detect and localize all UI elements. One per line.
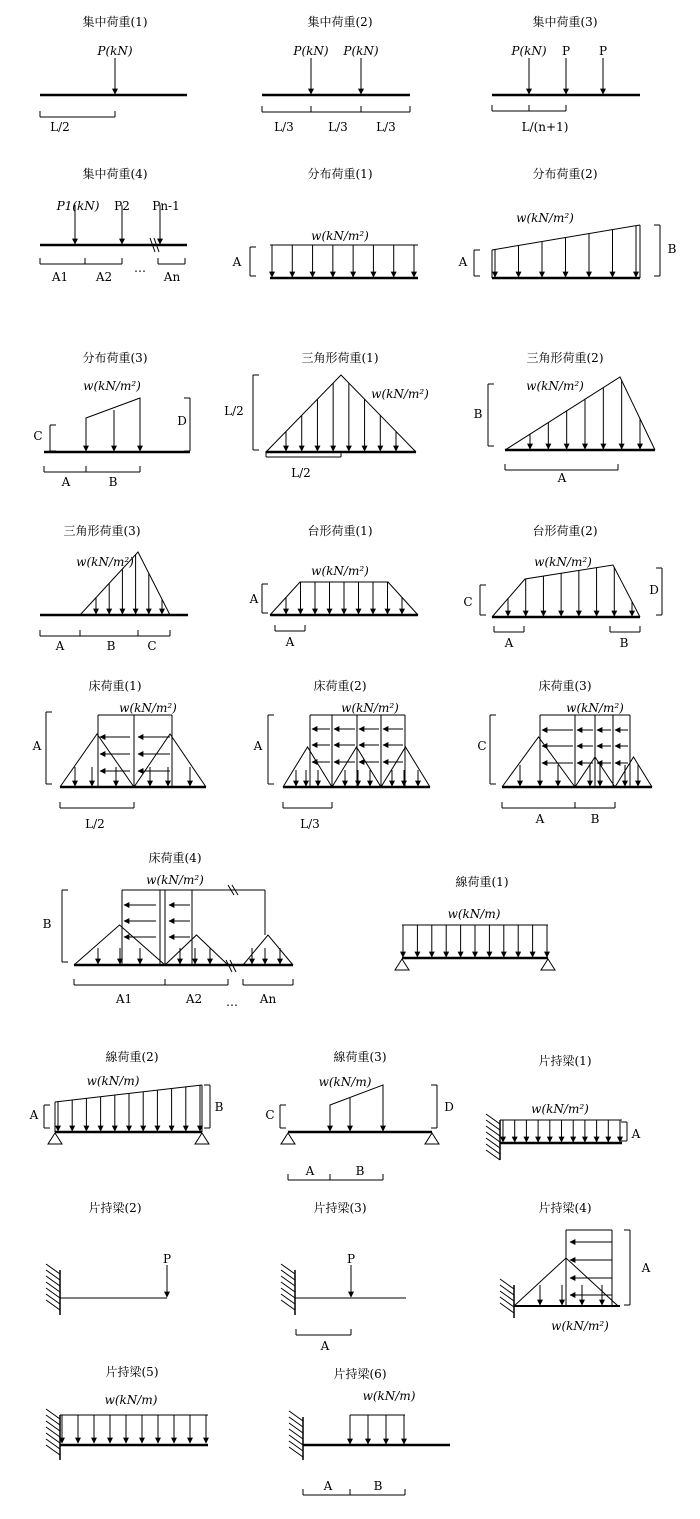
diagram-line-load-1 bbox=[395, 874, 555, 970]
line bbox=[281, 1264, 295, 1274]
diagram-title: 線荷重(2) bbox=[105, 1050, 159, 1064]
diagram-title: 床荷重(2) bbox=[313, 679, 367, 693]
dimension-label: … bbox=[226, 995, 238, 1009]
dimension-label: B bbox=[108, 475, 118, 489]
diagram-floor-load-3 bbox=[477, 678, 652, 826]
line bbox=[46, 1300, 60, 1310]
diagram-title: 台形荷重(1) bbox=[307, 524, 373, 538]
diagram-title: 片持梁(6) bbox=[333, 1367, 387, 1381]
diagram-point-load-3 bbox=[492, 14, 640, 134]
dimension-label: w(kN/m²) bbox=[119, 701, 177, 715]
dimension-label: B bbox=[373, 1479, 383, 1493]
diagram-floor-load-2 bbox=[253, 678, 430, 831]
dimension-label: B bbox=[473, 407, 483, 421]
diagram-title: 片持梁(2) bbox=[88, 1201, 142, 1215]
dimension-label: D bbox=[649, 583, 659, 597]
diagram-cantilever-5 bbox=[46, 1364, 208, 1460]
dimension-label: A bbox=[641, 1261, 651, 1275]
line bbox=[486, 1150, 500, 1160]
diagram-distributed-1 bbox=[232, 166, 418, 278]
diagram-point-load-2 bbox=[262, 14, 410, 134]
diagram-title: 片持梁(3) bbox=[313, 1201, 367, 1215]
diagram-title: 台形荷重(2) bbox=[532, 524, 598, 538]
dimension-label: w(kN/m²) bbox=[534, 555, 592, 569]
line bbox=[289, 1429, 303, 1439]
dimension-label: A2 bbox=[95, 270, 113, 284]
line bbox=[486, 1138, 500, 1148]
load-outline bbox=[243, 935, 293, 965]
dimension-label: A bbox=[320, 1339, 330, 1353]
line bbox=[46, 1409, 60, 1419]
line bbox=[486, 1132, 500, 1142]
diagram-cantilever-3 bbox=[281, 1200, 406, 1353]
dimension-label: A1 bbox=[51, 270, 69, 284]
diagram-distributed-3 bbox=[33, 350, 190, 489]
dimension-label: A bbox=[557, 471, 567, 485]
diagram-point-load-4 bbox=[40, 166, 187, 284]
line bbox=[289, 1423, 303, 1433]
dimension-label: B bbox=[42, 917, 52, 931]
dimension-label: A bbox=[29, 1108, 39, 1122]
pin-support bbox=[195, 1133, 209, 1144]
diagram-cantilever-1 bbox=[486, 1053, 641, 1160]
dimension-label: A bbox=[55, 639, 65, 653]
load-outline bbox=[283, 747, 332, 787]
line bbox=[500, 1297, 514, 1307]
dimension-label: Pn-1 bbox=[152, 199, 180, 213]
dimension-label: B bbox=[667, 242, 677, 256]
dimension-label: w(kN/m) bbox=[318, 1075, 372, 1089]
load-outline bbox=[492, 565, 640, 617]
dimension-label: w(kN/m) bbox=[86, 1074, 140, 1088]
diagram-triangle-2 bbox=[474, 350, 655, 485]
dimension-label: w(kN/m²) bbox=[341, 701, 399, 715]
diagram-cantilever-4 bbox=[500, 1200, 651, 1333]
dimension-label: w(kN/m²) bbox=[566, 701, 624, 715]
dimension-label: L/(n+1) bbox=[521, 120, 569, 134]
line bbox=[486, 1126, 500, 1136]
line bbox=[486, 1120, 500, 1130]
line bbox=[289, 1417, 303, 1427]
dimension-label: A bbox=[32, 739, 42, 753]
dimension-label: L/3 bbox=[376, 120, 396, 134]
line bbox=[281, 1300, 295, 1310]
pin-support bbox=[541, 959, 555, 970]
diagram-title: 線荷重(3) bbox=[333, 1050, 387, 1064]
dimension-label: … bbox=[134, 261, 146, 275]
diagram-trapezoid-2 bbox=[463, 523, 662, 650]
diagram-title: 床荷重(4) bbox=[148, 851, 202, 865]
line bbox=[46, 1415, 60, 1425]
dimension-label: w(kN/m) bbox=[104, 1393, 158, 1407]
line bbox=[46, 1264, 60, 1274]
dimension-label: A bbox=[253, 739, 263, 753]
dimension-label: A bbox=[61, 475, 71, 489]
diagram-title: 集中荷重(2) bbox=[307, 15, 373, 29]
diagram-line-load-2 bbox=[29, 1049, 224, 1144]
dimension-label: A bbox=[323, 1479, 333, 1493]
diagram-title: 集中荷重(3) bbox=[532, 15, 598, 29]
dimension-label: B bbox=[106, 639, 116, 653]
diagram-title: 分布荷重(3) bbox=[82, 351, 148, 365]
dimension-label: D bbox=[444, 1100, 454, 1114]
diagram-point-load-1 bbox=[40, 14, 187, 134]
dimension-label: L/3 bbox=[328, 120, 348, 134]
diagram-title: 床荷重(3) bbox=[538, 679, 592, 693]
line bbox=[500, 1279, 514, 1289]
dimension-label: w(kN/m²) bbox=[83, 379, 141, 393]
dimension-label: P(kN) bbox=[293, 44, 329, 58]
dimension-label: An bbox=[163, 270, 181, 284]
diagram-title: 片持梁(1) bbox=[538, 1054, 592, 1068]
diagram-title: 分布荷重(2) bbox=[532, 167, 598, 181]
line bbox=[46, 1270, 60, 1280]
diagram-triangle-3 bbox=[40, 523, 188, 653]
dimension-label: B bbox=[590, 812, 600, 826]
line bbox=[500, 1291, 514, 1301]
line bbox=[46, 1288, 60, 1298]
diagram-title: 集中荷重(4) bbox=[82, 167, 148, 181]
load-outline bbox=[86, 398, 140, 452]
dimension-label: P bbox=[561, 44, 571, 58]
dimension-label: w(kN/m²) bbox=[76, 555, 134, 569]
diagram-line-load-3 bbox=[265, 1049, 453, 1180]
diagram-title: 片持梁(4) bbox=[538, 1201, 592, 1215]
line bbox=[46, 1427, 60, 1437]
dimension-label: L/2 bbox=[224, 404, 244, 418]
dimension-label: w(kN/m²) bbox=[371, 387, 429, 401]
diagram-cantilever-6 bbox=[289, 1366, 450, 1495]
load-outline bbox=[502, 737, 575, 787]
line bbox=[289, 1435, 303, 1445]
dimension-label: P bbox=[346, 1252, 356, 1266]
dimension-label: P(kN) bbox=[343, 44, 379, 58]
dimension-label: C bbox=[265, 1108, 275, 1122]
dimension-label: w(kN/m²) bbox=[531, 1102, 589, 1116]
dimension-label: L/2 bbox=[50, 120, 70, 134]
dimension-label: B bbox=[214, 1100, 224, 1114]
diagram-title: 三角形荷重(3) bbox=[63, 524, 141, 538]
dimension-label: B bbox=[355, 1164, 365, 1178]
diagram-triangle-1 bbox=[224, 350, 429, 480]
line bbox=[281, 1294, 295, 1304]
dimension-label: L/2 bbox=[85, 817, 105, 831]
pin-support bbox=[48, 1133, 62, 1144]
line bbox=[289, 1411, 303, 1421]
diagram-title: 三角形荷重(2) bbox=[526, 351, 604, 365]
load-outline bbox=[60, 734, 134, 787]
dimension-label: w(kN/m²) bbox=[311, 564, 369, 578]
diagram-title: 三角形荷重(1) bbox=[301, 351, 379, 365]
line bbox=[486, 1144, 500, 1154]
line bbox=[46, 1276, 60, 1286]
dimension-label: w(kN/m) bbox=[447, 907, 501, 921]
load-outline bbox=[330, 1085, 383, 1132]
line bbox=[46, 1421, 60, 1431]
load-outline bbox=[165, 935, 228, 965]
line bbox=[486, 1114, 500, 1124]
dimension-label: A2 bbox=[185, 992, 203, 1006]
line bbox=[281, 1270, 295, 1280]
diagram-distributed-2 bbox=[458, 166, 677, 278]
dimension-label: A bbox=[232, 255, 242, 269]
dimension-label: w(kN/m²) bbox=[311, 229, 369, 243]
diagram-title: 分布荷重(1) bbox=[307, 167, 373, 181]
line bbox=[46, 1294, 60, 1304]
dimension-label: A bbox=[631, 1127, 641, 1141]
diagram-floor-load-4 bbox=[43, 850, 293, 1009]
dimension-label: L/3 bbox=[274, 120, 294, 134]
diagram-floor-load-1 bbox=[32, 678, 206, 831]
dimension-label: C bbox=[33, 429, 43, 443]
line bbox=[281, 1288, 295, 1298]
dimension-label: L/2 bbox=[291, 466, 311, 480]
dimension-label: P1(kN) bbox=[56, 199, 100, 213]
dimension-label: P bbox=[598, 44, 608, 58]
diagram-trapezoid-1 bbox=[249, 523, 418, 649]
pin-support bbox=[425, 1133, 439, 1144]
dimension-label: A1 bbox=[115, 992, 133, 1006]
line bbox=[281, 1282, 295, 1292]
dimension-label: w(kN/m²) bbox=[146, 873, 204, 887]
line bbox=[46, 1445, 60, 1455]
diagram-cantilever-2 bbox=[46, 1200, 171, 1315]
dimension-label: P(kN) bbox=[511, 44, 547, 58]
diagram-title: 片持梁(5) bbox=[105, 1365, 159, 1379]
dimension-label: w(kN/m²) bbox=[526, 379, 584, 393]
dimension-label: A bbox=[285, 635, 295, 649]
dimension-label: B bbox=[619, 636, 629, 650]
line bbox=[46, 1433, 60, 1443]
dimension-label: C bbox=[463, 595, 473, 609]
diagram-title: 床荷重(1) bbox=[88, 679, 142, 693]
load-outline bbox=[134, 734, 206, 787]
dimension-label: C bbox=[147, 639, 157, 653]
diagram-title: 線荷重(1) bbox=[455, 875, 509, 889]
dimension-label: A bbox=[535, 812, 545, 826]
line bbox=[289, 1441, 303, 1451]
line bbox=[500, 1303, 514, 1313]
dimension-label: w(kN/m) bbox=[362, 1389, 416, 1403]
line bbox=[289, 1447, 303, 1457]
load-outline bbox=[615, 757, 652, 787]
dimension-label: P bbox=[162, 1252, 172, 1266]
dimension-label: An bbox=[259, 992, 277, 1006]
dimension-label: A bbox=[458, 255, 468, 269]
pin-support bbox=[395, 959, 409, 970]
dimension-label: A bbox=[249, 592, 259, 606]
dimension-label: w(kN/m²) bbox=[516, 211, 574, 225]
line bbox=[46, 1439, 60, 1449]
dimension-label: w(kN/m²) bbox=[551, 1319, 609, 1333]
pin-support bbox=[281, 1133, 295, 1144]
dimension-label: A bbox=[305, 1164, 315, 1178]
dimension-label: D bbox=[177, 414, 187, 428]
line bbox=[500, 1285, 514, 1295]
dimension-label: L/3 bbox=[300, 817, 320, 831]
dimension-label: A bbox=[504, 636, 514, 650]
line bbox=[281, 1276, 295, 1286]
dimension-label: C bbox=[477, 739, 487, 753]
dimension-label: P(kN) bbox=[97, 44, 133, 58]
diagram-title: 集中荷重(1) bbox=[82, 15, 148, 29]
dimension-label: P2 bbox=[114, 199, 130, 213]
line bbox=[46, 1282, 60, 1292]
